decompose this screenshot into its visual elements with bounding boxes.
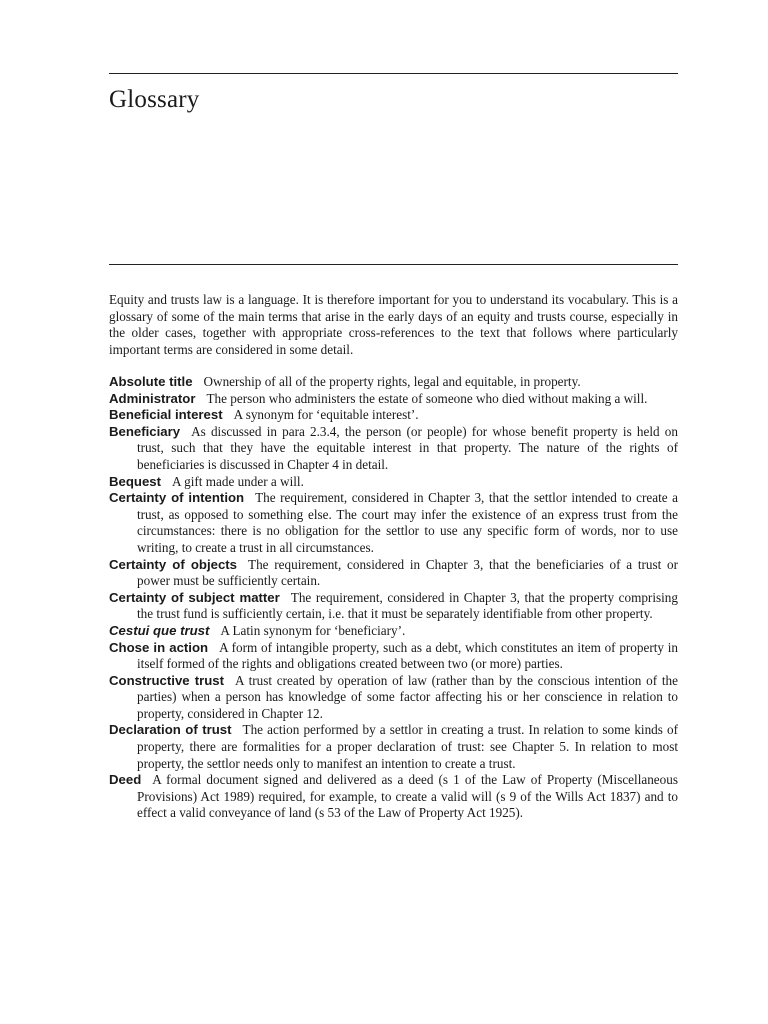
glossary-entry bbox=[109, 474, 678, 491]
glossary-entry bbox=[109, 772, 678, 822]
glossary-definition: A synonym for ‘equitable interest’. bbox=[233, 407, 419, 423]
glossary-entry bbox=[109, 722, 678, 772]
glossary-definition: As discussed in para 2.3.4, the person (or people) for whose benefit property is held on trust, such that they have the equitable interest in that property. The nature of the rights of beneficiaries is discussed in Chapter 4 in detail. bbox=[137, 423, 678, 472]
glossary-definition: A trust created by operation of law (rather than by the conscious intention of the parties) when a person has knowledge of some factor affecting his or her conscience in relation to property, considered in Chapter 12. bbox=[137, 672, 678, 721]
glossary-entry bbox=[109, 391, 678, 408]
glossary-term: Certainty of intention bbox=[109, 490, 245, 506]
glossary-definition: The requirement, considered in Chapter 3, that the property comprising the trust fund is sufficiently certain, i.e. that it must be separately identifiable from other property. bbox=[137, 589, 678, 622]
glossary-entry bbox=[109, 374, 678, 391]
glossary-term: Deed bbox=[109, 772, 142, 788]
glossary-term: Bequest bbox=[109, 473, 162, 489]
glossary-term: Beneficial interest bbox=[109, 407, 223, 423]
glossary-term: Administrator bbox=[109, 390, 196, 406]
glossary-definition: A gift made under a will. bbox=[172, 473, 304, 489]
glossary-term: Beneficiary bbox=[109, 423, 181, 439]
glossary-entry bbox=[109, 623, 678, 640]
glossary-entry bbox=[109, 407, 678, 424]
glossary-entry bbox=[109, 590, 678, 623]
glossary-term: Declaration of trust bbox=[109, 722, 232, 738]
glossary-entry bbox=[109, 640, 678, 673]
glossary-definition: The action performed by a settlor in creating a trust. In relation to some kinds of property, there are formalities for a proper declaration of trust: see Chapter 5. In relation to most property, the settlor needs only to manifest an intention to create a trust. bbox=[137, 722, 679, 771]
glossary-definition: A Latin synonym for ‘beneficiary’. bbox=[220, 622, 406, 638]
top-rule bbox=[109, 73, 678, 74]
glossary-entry bbox=[109, 424, 678, 474]
glossary-term: Constructive trust bbox=[109, 672, 225, 688]
glossary-term: Absolute title bbox=[109, 374, 193, 389]
glossary-definition: A form of intangible property, such as a debt, which constitutes an item of property in itself formed of the rights and obligations created between two (or more) parties. bbox=[137, 639, 678, 672]
glossary-definition: The person who administers the estate of someone who died without making a will. bbox=[206, 390, 648, 406]
glossary-entry bbox=[109, 557, 678, 590]
intro-paragraph: Equity and trusts law is a language. It is therefore important for you to understand its vocabulary. This is a glossary of some of the main terms that arise in the early days of an equity and trusts course, especially in the older cases, together with appropriate cross-references to the text that follows where particularly important terms are considered in some detail. bbox=[109, 292, 678, 357]
glossary-term: Certainty of objects bbox=[109, 556, 238, 572]
glossary-term: Cestui que trust bbox=[109, 622, 210, 638]
glossary-list bbox=[109, 374, 678, 822]
glossary-definition: Ownership of all of the property rights, legal and equitable, in property. bbox=[203, 374, 581, 389]
glossary-definition: The requirement, considered in Chapter 3, that the beneficiaries of a trust or power must be sufficiently certain. bbox=[137, 556, 679, 589]
glossary-definition: A formal document signed and delivered as a deed (s 1 of the Law of Property (Miscellaneous Provisions) Act 1989) required, for example, to create a valid will (s 9 of the Wills Act 1837) and to effect a valid conveyance of land (s 53 of the Law of Property Act 1925). bbox=[137, 772, 678, 821]
glossary-entry bbox=[109, 673, 678, 723]
glossary-term: Certainty of subject matter bbox=[109, 589, 280, 605]
page-title: Glossary bbox=[109, 86, 200, 113]
glossary-definition: The requirement, considered in Chapter 3, that the settlor intended to create a trust, as opposed to something else. The court may infer the existence of an express trust from the circumstances: there is no obligation for the settlor to use any specific form of words, nor to use writing, to create a trust in all circumstances. bbox=[137, 490, 678, 555]
glossary-entry bbox=[109, 490, 678, 556]
glossary-term: Chose in action bbox=[109, 639, 209, 655]
title-bottom-rule bbox=[109, 264, 678, 265]
